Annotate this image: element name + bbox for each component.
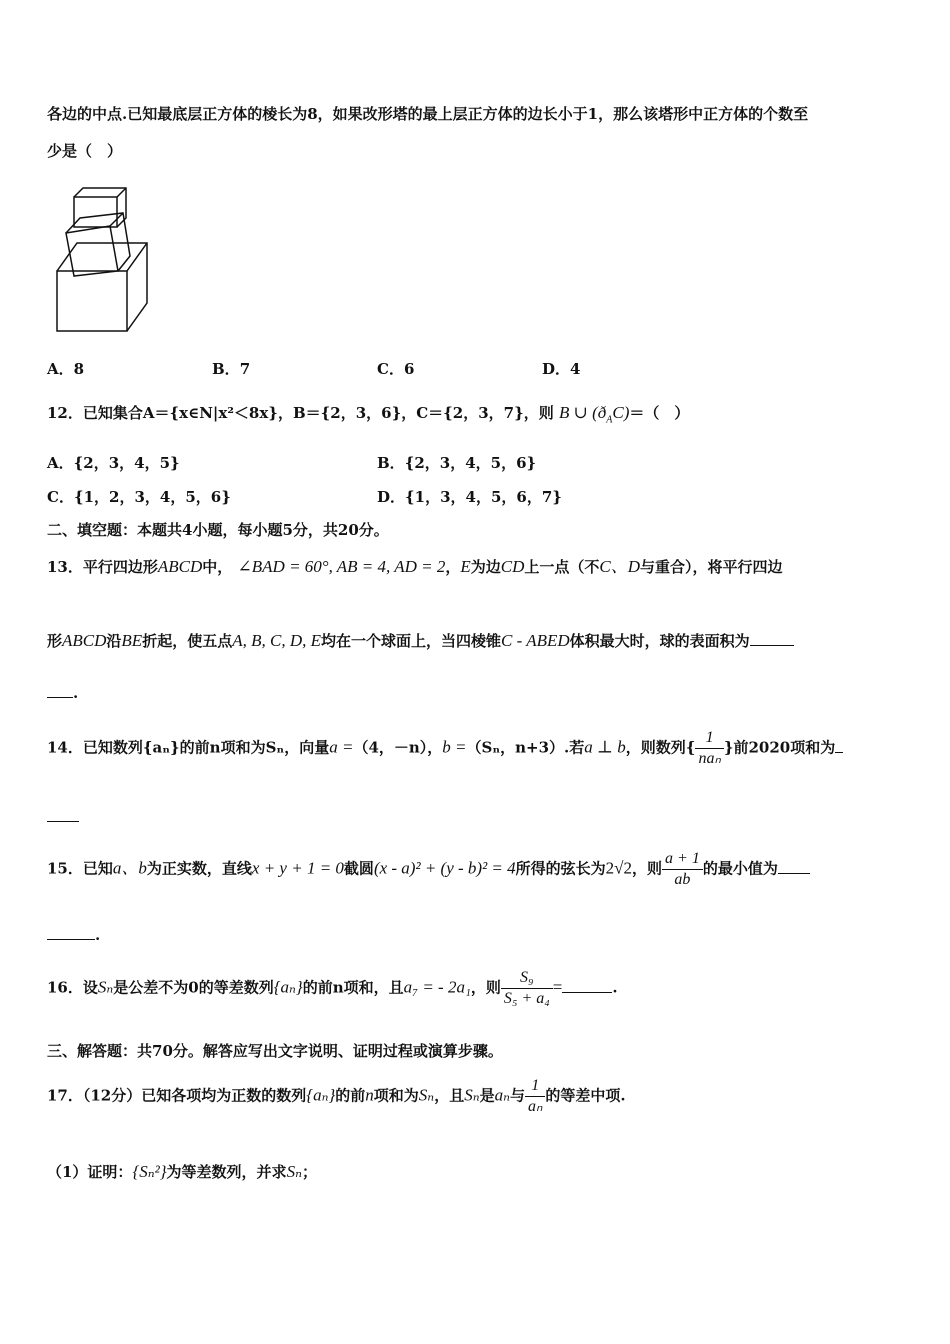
q14-line2 [47, 807, 79, 827]
cube-tower-figure [50, 186, 150, 336]
section-heading-fill-in: 二、填空题：本题共4小题，每小题5分，共20分。 [47, 521, 389, 539]
q12-stem: 12．已知集合A＝{x∈N|x²＜8x}，B＝{2，3，6}，C＝{2，3，7}，则 B ∪ $(ð_AC)=$（ ） [47, 403, 690, 426]
q12-option-c: C．{1，2，3，4，5，6} [47, 488, 231, 506]
q17-stem: 17．（12分）已知各项均为正数的数列{aₙ}的前n项和为Sₙ，且Sₙ是aₙ与 $\frac{1}{\text{aₙ}}$ 的等差中项. [47, 1077, 626, 1115]
q11-text-line1: 各边的中点.已知最底层正方体的棱长为8，如果改形塔的最上层正方体的边长小于1，那么该塔形中正方体的个数至 [47, 105, 809, 123]
q13-line2: 形ABCD沿BE折起，使五点A, B, C, D, E均在一个球面上，当四棱锥C - ABED体积最大时，球的表面积为 [47, 631, 794, 651]
q17-fraction: $\frac{1}{\text{aₙ}}$ [525, 1076, 545, 1117]
q13-answer-blank-cont [47, 683, 73, 698]
q17-part1: （1）证明：{Sₙ²}为等差数列，并求Sₙ； [47, 1162, 317, 1181]
q12-option-b: B．{2，3，4，5，6} [377, 454, 537, 472]
q13-line1: 13．平行四边形ABCD中， ∠BAD = 60°, AB = 4, AD = 2，E为边CD上一点（不C、D与重合），将平行四边 [47, 557, 783, 576]
q14-fraction: $\frac{1}{\text{naₙ}}$ [695, 728, 723, 769]
section-heading-solutions: 三、解答题：共70分。解答应写出文字说明、证明过程或演算步骤。 [47, 1042, 503, 1060]
q11-option-d: D．4 [542, 360, 581, 378]
q12-option-d: D．{1，3，4，5，6，7} [377, 488, 562, 506]
q14-stem: 14．已知数列{aₙ}的前n项和为Sₙ，向量a =（4，－n），b =（Sₙ，n+3）.若a ⊥ b，则数列{ $\frac{1}{\text{naₙ}}$ }前2020项和为 [47, 728, 843, 769]
q15-answer-blank-cont [47, 925, 95, 940]
q11-text-line2: 少是（ ） [47, 142, 123, 160]
q15-line2: . [47, 925, 100, 945]
q11-option-b: B．7 [212, 360, 251, 378]
q12-option-a: A．{2，3，4，5} [47, 454, 180, 472]
q11-option-a: A．8 [47, 360, 85, 378]
q13-answer-blank [750, 631, 794, 646]
q14-answer-blank [835, 738, 843, 753]
q15-stem: 15．已知a、b为正实数，直线x + y + 1 = 0截圆(x - a)² + (y - b)² = 4所得的弦长为2√2，则 $\frac{a + 1}{ab}$ 的最小值为 [47, 849, 810, 890]
q11-option-c: C．6 [377, 360, 415, 378]
q15-answer-blank [778, 859, 810, 874]
q12-expression: B ∪ $(ð_AC)$ [559, 403, 630, 426]
q15-fraction: $\frac{a + 1}{ab}$ [662, 849, 703, 890]
q16-fraction: $\frac{\text{S₉}}{\text{S₅ + a₄}}$ [501, 968, 553, 1009]
q16-answer-blank [562, 978, 612, 993]
q14-answer-blank-cont [47, 807, 79, 822]
q13-line3: . [47, 683, 78, 703]
q16-stem: 16．设Sₙ是公差不为0的等差数列{aₙ}的前n项和，且a₇ = - 2a₁，则 $\frac{\text{S₉}}{\text{S₅ + a₄}}$ = . [47, 969, 618, 1007]
